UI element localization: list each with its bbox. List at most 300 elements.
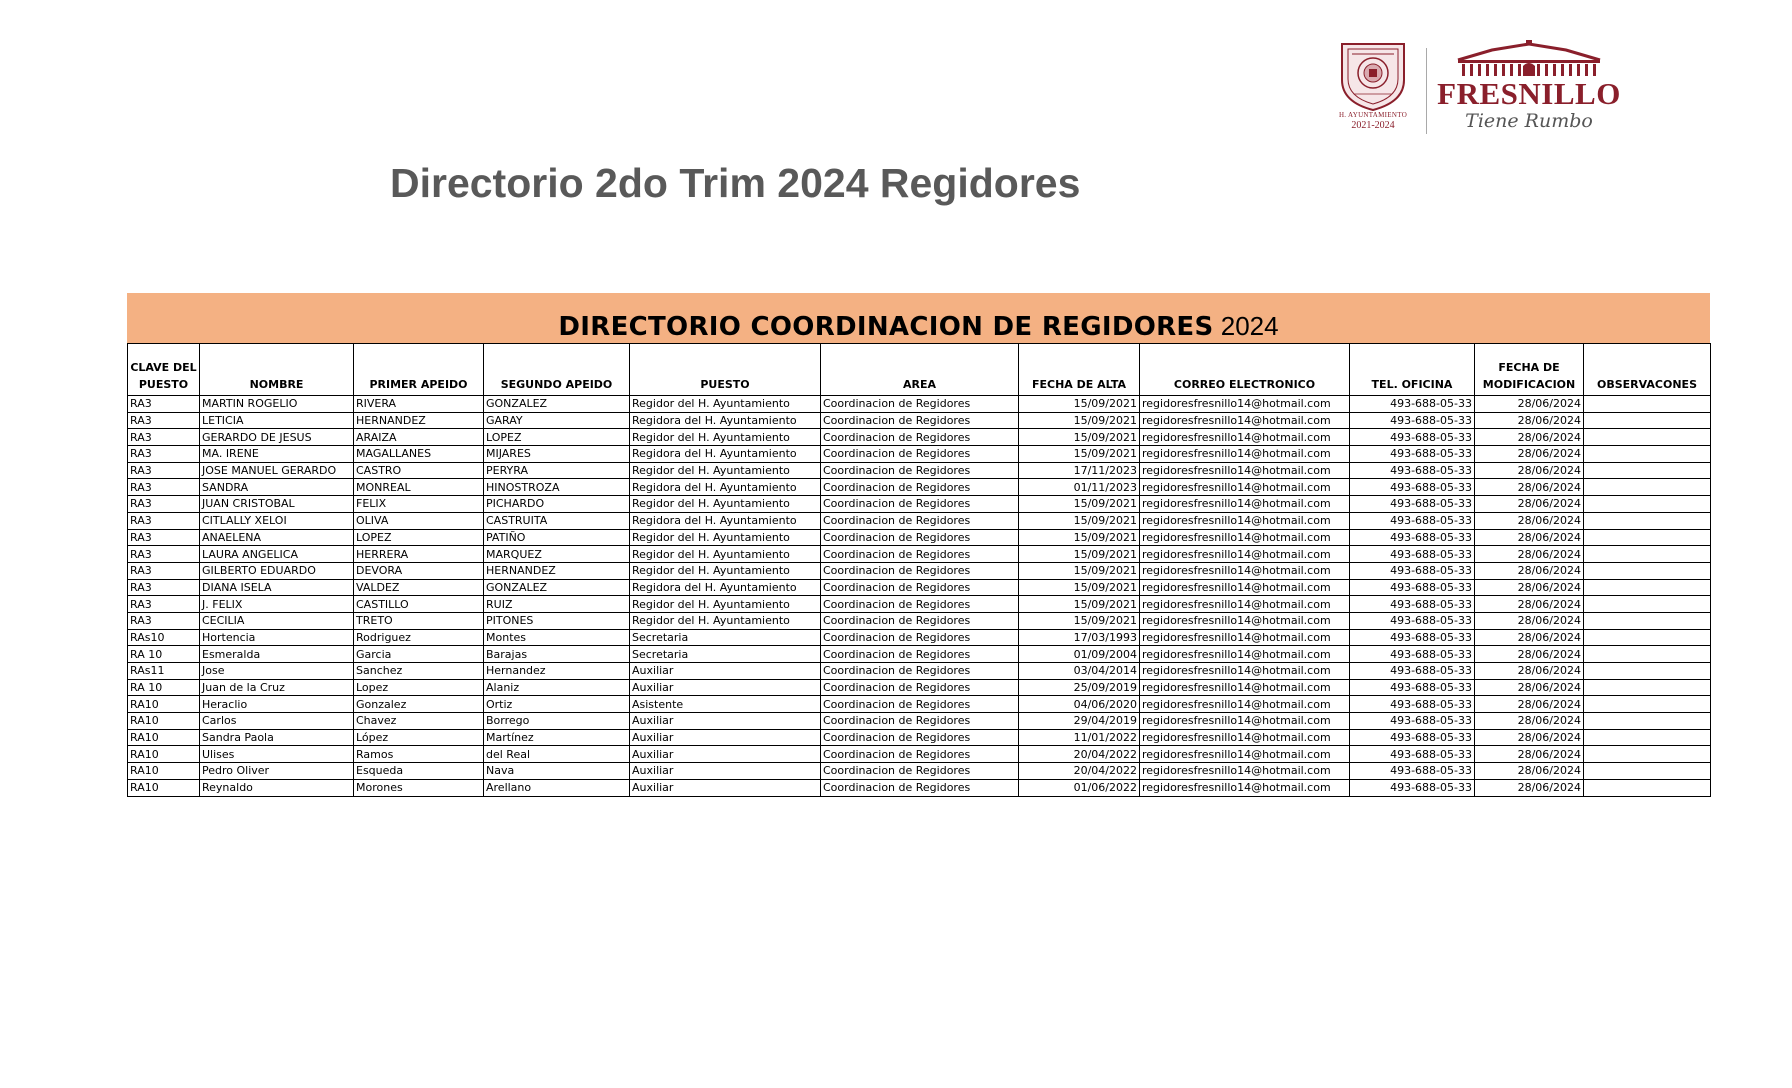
cell-clave: RA10 bbox=[128, 713, 200, 730]
cell-correo: regidoresfresnillo14@hotmail.com bbox=[1140, 679, 1350, 696]
cell-fecha-alta: 15/09/2021 bbox=[1019, 596, 1140, 613]
cell-clave: RA3 bbox=[128, 529, 200, 546]
column-header-fecha-modificacion: FECHA DE MODIFICACION bbox=[1475, 344, 1584, 396]
table-row bbox=[128, 429, 1711, 446]
cell-nombre: ANAELENA bbox=[200, 529, 354, 546]
cell-observaciones bbox=[1584, 512, 1711, 529]
cell-area: Coordinacion de Regidores bbox=[821, 462, 1019, 479]
cell-segundo-apellido: del Real bbox=[484, 746, 630, 763]
cell-segundo-apellido: GARAY bbox=[484, 412, 630, 429]
table-row bbox=[128, 462, 1711, 479]
table-row bbox=[128, 779, 1711, 796]
cell-puesto: Auxiliar bbox=[630, 763, 821, 780]
cell-clave: RA3 bbox=[128, 496, 200, 513]
cell-nombre: Sandra Paola bbox=[200, 729, 354, 746]
table-banner bbox=[127, 293, 1710, 343]
cell-fecha-alta: 15/09/2021 bbox=[1019, 412, 1140, 429]
cell-tel-oficina: 493-688-05-33 bbox=[1350, 612, 1475, 629]
cell-nombre: Heraclio bbox=[200, 696, 354, 713]
cell-area: Coordinacion de Regidores bbox=[821, 579, 1019, 596]
cell-nombre: LAURA ANGELICA bbox=[200, 546, 354, 563]
column-header-tel-oficina: TEL. OFICINA bbox=[1350, 344, 1475, 396]
cell-puesto: Regidor del H. Ayuntamiento bbox=[630, 496, 821, 513]
cell-observaciones bbox=[1584, 713, 1711, 730]
cell-area: Coordinacion de Regidores bbox=[821, 629, 1019, 646]
cell-correo: regidoresfresnillo14@hotmail.com bbox=[1140, 462, 1350, 479]
column-header-area: AREA bbox=[821, 344, 1019, 396]
cell-clave: RA3 bbox=[128, 546, 200, 563]
cell-observaciones bbox=[1584, 663, 1711, 680]
cell-observaciones bbox=[1584, 696, 1711, 713]
cell-correo: regidoresfresnillo14@hotmail.com bbox=[1140, 713, 1350, 730]
cell-area: Coordinacion de Regidores bbox=[821, 396, 1019, 413]
directory-table bbox=[127, 343, 1711, 797]
cell-fecha-modificacion: 28/06/2024 bbox=[1475, 529, 1584, 546]
cell-area: Coordinacion de Regidores bbox=[821, 429, 1019, 446]
cell-puesto: Regidora del H. Ayuntamiento bbox=[630, 412, 821, 429]
logo-divider bbox=[1426, 48, 1427, 134]
cell-nombre: Carlos bbox=[200, 713, 354, 730]
cell-fecha-alta: 15/09/2021 bbox=[1019, 529, 1140, 546]
cell-primer-apellido: MAGALLANES bbox=[354, 446, 484, 463]
cell-fecha-modificacion: 28/06/2024 bbox=[1475, 696, 1584, 713]
cell-primer-apellido: HERRERA bbox=[354, 546, 484, 563]
seal-emblem-icon bbox=[1330, 40, 1416, 112]
cell-tel-oficina: 493-688-05-33 bbox=[1350, 713, 1475, 730]
cell-correo: regidoresfresnillo14@hotmail.com bbox=[1140, 779, 1350, 796]
cell-puesto: Regidor del H. Ayuntamiento bbox=[630, 396, 821, 413]
cell-fecha-modificacion: 28/06/2024 bbox=[1475, 396, 1584, 413]
municipal-building-icon bbox=[1452, 40, 1606, 78]
cell-clave: RA3 bbox=[128, 462, 200, 479]
table-row bbox=[128, 713, 1711, 730]
cell-primer-apellido: CASTRO bbox=[354, 462, 484, 479]
cell-fecha-modificacion: 28/06/2024 bbox=[1475, 562, 1584, 579]
column-header-fecha-alta: FECHA DE ALTA bbox=[1019, 344, 1140, 396]
cell-fecha-alta: 04/06/2020 bbox=[1019, 696, 1140, 713]
cell-clave: RA3 bbox=[128, 429, 200, 446]
cell-puesto: Secretaria bbox=[630, 646, 821, 663]
cell-puesto: Regidora del H. Ayuntamiento bbox=[630, 446, 821, 463]
cell-tel-oficina: 493-688-05-33 bbox=[1350, 729, 1475, 746]
cell-primer-apellido: TRETO bbox=[354, 612, 484, 629]
cell-observaciones bbox=[1584, 446, 1711, 463]
cell-fecha-alta: 01/06/2022 bbox=[1019, 779, 1140, 796]
cell-tel-oficina: 493-688-05-33 bbox=[1350, 629, 1475, 646]
cell-segundo-apellido: MARQUEZ bbox=[484, 546, 630, 563]
cell-fecha-modificacion: 28/06/2024 bbox=[1475, 429, 1584, 446]
column-header-clave: CLAVE DEL PUESTO bbox=[128, 344, 200, 396]
cell-observaciones bbox=[1584, 496, 1711, 513]
cell-fecha-alta: 15/09/2021 bbox=[1019, 446, 1140, 463]
cell-puesto: Regidor del H. Ayuntamiento bbox=[630, 612, 821, 629]
column-header-primer-apellido: PRIMER APEIDO bbox=[354, 344, 484, 396]
cell-segundo-apellido: GONZALEZ bbox=[484, 579, 630, 596]
cell-fecha-alta: 20/04/2022 bbox=[1019, 763, 1140, 780]
cell-fecha-alta: 17/03/1993 bbox=[1019, 629, 1140, 646]
cell-area: Coordinacion de Regidores bbox=[821, 779, 1019, 796]
cell-segundo-apellido: RUIZ bbox=[484, 596, 630, 613]
cell-fecha-alta: 17/11/2023 bbox=[1019, 462, 1140, 479]
cell-fecha-alta: 01/09/2004 bbox=[1019, 646, 1140, 663]
cell-puesto: Regidora del H. Ayuntamiento bbox=[630, 512, 821, 529]
cell-nombre: CECILIA bbox=[200, 612, 354, 629]
brand-tagline: Tiene Rumbo bbox=[1465, 110, 1593, 132]
column-header-segundo-apellido: SEGUNDO APEIDO bbox=[484, 344, 630, 396]
cell-segundo-apellido: Alaniz bbox=[484, 679, 630, 696]
cell-correo: regidoresfresnillo14@hotmail.com bbox=[1140, 429, 1350, 446]
table-row bbox=[128, 562, 1711, 579]
cell-tel-oficina: 493-688-05-33 bbox=[1350, 779, 1475, 796]
cell-segundo-apellido: Hernandez bbox=[484, 663, 630, 680]
column-header-observaciones: OBSERVACONES bbox=[1584, 344, 1711, 396]
cell-primer-apellido: LOPEZ bbox=[354, 529, 484, 546]
seal-caption-line-1: H. AYUNTAMIENTO bbox=[1338, 111, 1408, 119]
cell-tel-oficina: 493-688-05-33 bbox=[1350, 479, 1475, 496]
cell-correo: regidoresfresnillo14@hotmail.com bbox=[1140, 446, 1350, 463]
cell-fecha-alta: 15/09/2021 bbox=[1019, 612, 1140, 629]
cell-area: Coordinacion de Regidores bbox=[821, 529, 1019, 546]
table-row bbox=[128, 629, 1711, 646]
cell-fecha-modificacion: 28/06/2024 bbox=[1475, 479, 1584, 496]
cell-segundo-apellido: MIJARES bbox=[484, 446, 630, 463]
cell-primer-apellido: Lopez bbox=[354, 679, 484, 696]
cell-nombre: MA. IRENE bbox=[200, 446, 354, 463]
cell-tel-oficina: 493-688-05-33 bbox=[1350, 763, 1475, 780]
cell-fecha-alta: 15/09/2021 bbox=[1019, 429, 1140, 446]
cell-clave: RA3 bbox=[128, 479, 200, 496]
cell-tel-oficina: 493-688-05-33 bbox=[1350, 546, 1475, 563]
cell-fecha-modificacion: 28/06/2024 bbox=[1475, 546, 1584, 563]
cell-area: Coordinacion de Regidores bbox=[821, 612, 1019, 629]
cell-nombre: Juan de la Cruz bbox=[200, 679, 354, 696]
cell-nombre: Pedro Oliver bbox=[200, 763, 354, 780]
cell-primer-apellido: VALDEZ bbox=[354, 579, 484, 596]
cell-segundo-apellido: PATIÑO bbox=[484, 529, 630, 546]
cell-segundo-apellido: Borrego bbox=[484, 713, 630, 730]
cell-area: Coordinacion de Regidores bbox=[821, 696, 1019, 713]
fresnillo-brand-logo bbox=[1434, 40, 1624, 140]
cell-primer-apellido: Esqueda bbox=[354, 763, 484, 780]
column-header-nombre: NOMBRE bbox=[200, 344, 354, 396]
cell-area: Coordinacion de Regidores bbox=[821, 729, 1019, 746]
cell-puesto: Auxiliar bbox=[630, 663, 821, 680]
cell-area: Coordinacion de Regidores bbox=[821, 646, 1019, 663]
cell-nombre: LETICIA bbox=[200, 412, 354, 429]
cell-fecha-alta: 01/11/2023 bbox=[1019, 479, 1140, 496]
cell-correo: regidoresfresnillo14@hotmail.com bbox=[1140, 496, 1350, 513]
cell-tel-oficina: 493-688-05-33 bbox=[1350, 512, 1475, 529]
cell-observaciones bbox=[1584, 679, 1711, 696]
cell-clave: RA3 bbox=[128, 446, 200, 463]
cell-segundo-apellido: HERNANDEZ bbox=[484, 562, 630, 579]
cell-fecha-modificacion: 28/06/2024 bbox=[1475, 496, 1584, 513]
cell-segundo-apellido: HINOSTROZA bbox=[484, 479, 630, 496]
table-row bbox=[128, 546, 1711, 563]
cell-area: Coordinacion de Regidores bbox=[821, 679, 1019, 696]
cell-correo: regidoresfresnillo14@hotmail.com bbox=[1140, 546, 1350, 563]
table-row bbox=[128, 396, 1711, 413]
cell-puesto: Regidor del H. Ayuntamiento bbox=[630, 562, 821, 579]
column-header-correo: CORREO ELECTRONICO bbox=[1140, 344, 1350, 396]
cell-observaciones bbox=[1584, 596, 1711, 613]
cell-tel-oficina: 493-688-05-33 bbox=[1350, 462, 1475, 479]
cell-observaciones bbox=[1584, 479, 1711, 496]
cell-fecha-modificacion: 28/06/2024 bbox=[1475, 713, 1584, 730]
cell-puesto: Secretaria bbox=[630, 629, 821, 646]
cell-puesto: Auxiliar bbox=[630, 746, 821, 763]
cell-puesto: Regidor del H. Ayuntamiento bbox=[630, 546, 821, 563]
cell-fecha-alta: 15/09/2021 bbox=[1019, 579, 1140, 596]
cell-clave: RA3 bbox=[128, 562, 200, 579]
table-row bbox=[128, 446, 1711, 463]
cell-clave: RA3 bbox=[128, 612, 200, 629]
cell-fecha-modificacion: 28/06/2024 bbox=[1475, 579, 1584, 596]
cell-tel-oficina: 493-688-05-33 bbox=[1350, 446, 1475, 463]
cell-correo: regidoresfresnillo14@hotmail.com bbox=[1140, 696, 1350, 713]
cell-tel-oficina: 493-688-05-33 bbox=[1350, 679, 1475, 696]
cell-puesto: Asistente bbox=[630, 696, 821, 713]
cell-fecha-modificacion: 28/06/2024 bbox=[1475, 446, 1584, 463]
cell-clave: RA3 bbox=[128, 412, 200, 429]
cell-correo: regidoresfresnillo14@hotmail.com bbox=[1140, 412, 1350, 429]
cell-correo: regidoresfresnillo14@hotmail.com bbox=[1140, 562, 1350, 579]
table-row bbox=[128, 579, 1711, 596]
cell-fecha-modificacion: 28/06/2024 bbox=[1475, 646, 1584, 663]
table-row bbox=[128, 763, 1711, 780]
cell-area: Coordinacion de Regidores bbox=[821, 412, 1019, 429]
cell-tel-oficina: 493-688-05-33 bbox=[1350, 696, 1475, 713]
banner-year: 2024 bbox=[1220, 311, 1279, 341]
banner-title: DIRECTORIO COORDINACION DE REGIDORES bbox=[558, 312, 1214, 342]
cell-nombre: Ulises bbox=[200, 746, 354, 763]
cell-tel-oficina: 493-688-05-33 bbox=[1350, 396, 1475, 413]
cell-tel-oficina: 493-688-05-33 bbox=[1350, 646, 1475, 663]
cell-primer-apellido: MONREAL bbox=[354, 479, 484, 496]
cell-primer-apellido: Gonzalez bbox=[354, 696, 484, 713]
cell-fecha-modificacion: 28/06/2024 bbox=[1475, 512, 1584, 529]
cell-clave: RA3 bbox=[128, 512, 200, 529]
cell-fecha-alta: 03/04/2014 bbox=[1019, 663, 1140, 680]
cell-observaciones bbox=[1584, 462, 1711, 479]
cell-fecha-modificacion: 28/06/2024 bbox=[1475, 462, 1584, 479]
cell-nombre: MARTIN ROGELIO bbox=[200, 396, 354, 413]
cell-correo: regidoresfresnillo14@hotmail.com bbox=[1140, 579, 1350, 596]
cell-nombre: J. FELIX bbox=[200, 596, 354, 613]
cell-clave: RA10 bbox=[128, 779, 200, 796]
cell-primer-apellido: CASTILLO bbox=[354, 596, 484, 613]
table-row bbox=[128, 663, 1711, 680]
column-header-puesto: PUESTO bbox=[630, 344, 821, 396]
cell-primer-apellido: DEVORA bbox=[354, 562, 484, 579]
cell-nombre: Jose bbox=[200, 663, 354, 680]
cell-puesto: Regidor del H. Ayuntamiento bbox=[630, 462, 821, 479]
cell-clave: RA3 bbox=[128, 579, 200, 596]
cell-fecha-alta: 15/09/2021 bbox=[1019, 496, 1140, 513]
seal-caption bbox=[1330, 112, 1416, 131]
cell-nombre: GERARDO DE JESUS bbox=[200, 429, 354, 446]
table-row bbox=[128, 612, 1711, 629]
cell-fecha-modificacion: 28/06/2024 bbox=[1475, 746, 1584, 763]
cell-clave: RA10 bbox=[128, 746, 200, 763]
cell-clave: RA3 bbox=[128, 396, 200, 413]
cell-tel-oficina: 493-688-05-33 bbox=[1350, 529, 1475, 546]
cell-observaciones bbox=[1584, 612, 1711, 629]
cell-correo: regidoresfresnillo14@hotmail.com bbox=[1140, 396, 1350, 413]
cell-correo: regidoresfresnillo14@hotmail.com bbox=[1140, 479, 1350, 496]
table-row bbox=[128, 746, 1711, 763]
cell-puesto: Auxiliar bbox=[630, 679, 821, 696]
cell-nombre: Hortencia bbox=[200, 629, 354, 646]
cell-nombre: SANDRA bbox=[200, 479, 354, 496]
table-row bbox=[128, 479, 1711, 496]
cell-area: Coordinacion de Regidores bbox=[821, 546, 1019, 563]
cell-fecha-alta: 20/04/2022 bbox=[1019, 746, 1140, 763]
cell-fecha-modificacion: 28/06/2024 bbox=[1475, 663, 1584, 680]
cell-fecha-modificacion: 28/06/2024 bbox=[1475, 763, 1584, 780]
cell-observaciones bbox=[1584, 546, 1711, 563]
cell-segundo-apellido: Martínez bbox=[484, 729, 630, 746]
table-body bbox=[128, 396, 1711, 797]
cell-observaciones bbox=[1584, 779, 1711, 796]
cell-observaciones bbox=[1584, 629, 1711, 646]
cell-correo: regidoresfresnillo14@hotmail.com bbox=[1140, 663, 1350, 680]
cell-fecha-modificacion: 28/06/2024 bbox=[1475, 412, 1584, 429]
cell-tel-oficina: 493-688-05-33 bbox=[1350, 496, 1475, 513]
cell-primer-apellido: Garcia bbox=[354, 646, 484, 663]
cell-correo: regidoresfresnillo14@hotmail.com bbox=[1140, 746, 1350, 763]
cell-fecha-alta: 15/09/2021 bbox=[1019, 396, 1140, 413]
cell-area: Coordinacion de Regidores bbox=[821, 512, 1019, 529]
cell-primer-apellido: Rodriguez bbox=[354, 629, 484, 646]
cell-fecha-modificacion: 28/06/2024 bbox=[1475, 679, 1584, 696]
cell-tel-oficina: 493-688-05-33 bbox=[1350, 579, 1475, 596]
table-row bbox=[128, 412, 1711, 429]
cell-fecha-modificacion: 28/06/2024 bbox=[1475, 629, 1584, 646]
header-logos bbox=[1330, 40, 1630, 140]
cell-clave: RA 10 bbox=[128, 679, 200, 696]
cell-primer-apellido: HERNANDEZ bbox=[354, 412, 484, 429]
cell-primer-apellido: Sanchez bbox=[354, 663, 484, 680]
cell-correo: regidoresfresnillo14@hotmail.com bbox=[1140, 529, 1350, 546]
cell-primer-apellido: ARAIZA bbox=[354, 429, 484, 446]
cell-primer-apellido: Chavez bbox=[354, 713, 484, 730]
cell-puesto: Regidor del H. Ayuntamiento bbox=[630, 429, 821, 446]
cell-fecha-alta: 15/09/2021 bbox=[1019, 562, 1140, 579]
table-header-row bbox=[128, 344, 1711, 396]
cell-area: Coordinacion de Regidores bbox=[821, 746, 1019, 763]
cell-fecha-modificacion: 28/06/2024 bbox=[1475, 729, 1584, 746]
cell-correo: regidoresfresnillo14@hotmail.com bbox=[1140, 729, 1350, 746]
cell-segundo-apellido: PERYRA bbox=[484, 462, 630, 479]
ayuntamiento-seal bbox=[1330, 40, 1416, 140]
cell-area: Coordinacion de Regidores bbox=[821, 596, 1019, 613]
table-row bbox=[128, 729, 1711, 746]
cell-segundo-apellido: CASTRUITA bbox=[484, 512, 630, 529]
cell-correo: regidoresfresnillo14@hotmail.com bbox=[1140, 596, 1350, 613]
cell-fecha-modificacion: 28/06/2024 bbox=[1475, 779, 1584, 796]
cell-primer-apellido: OLIVA bbox=[354, 512, 484, 529]
cell-observaciones bbox=[1584, 646, 1711, 663]
cell-fecha-alta: 15/09/2021 bbox=[1019, 546, 1140, 563]
cell-puesto: Auxiliar bbox=[630, 729, 821, 746]
cell-segundo-apellido: LOPEZ bbox=[484, 429, 630, 446]
cell-primer-apellido: RIVERA bbox=[354, 396, 484, 413]
cell-area: Coordinacion de Regidores bbox=[821, 713, 1019, 730]
cell-observaciones bbox=[1584, 429, 1711, 446]
cell-segundo-apellido: PITONES bbox=[484, 612, 630, 629]
table-row bbox=[128, 596, 1711, 613]
cell-primer-apellido: FELIX bbox=[354, 496, 484, 513]
cell-area: Coordinacion de Regidores bbox=[821, 663, 1019, 680]
cell-clave: RA10 bbox=[128, 763, 200, 780]
cell-correo: regidoresfresnillo14@hotmail.com bbox=[1140, 512, 1350, 529]
cell-segundo-apellido: Barajas bbox=[484, 646, 630, 663]
table-row bbox=[128, 646, 1711, 663]
seal-caption-line-2: 2021-2024 bbox=[1351, 120, 1395, 131]
cell-fecha-alta: 25/09/2019 bbox=[1019, 679, 1140, 696]
cell-observaciones bbox=[1584, 562, 1711, 579]
cell-nombre: GILBERTO EDUARDO bbox=[200, 562, 354, 579]
cell-clave: RAs11 bbox=[128, 663, 200, 680]
cell-puesto: Regidora del H. Ayuntamiento bbox=[630, 479, 821, 496]
cell-puesto: Auxiliar bbox=[630, 779, 821, 796]
table-row bbox=[128, 512, 1711, 529]
cell-nombre: JUAN CRISTOBAL bbox=[200, 496, 354, 513]
cell-observaciones bbox=[1584, 746, 1711, 763]
cell-correo: regidoresfresnillo14@hotmail.com bbox=[1140, 646, 1350, 663]
cell-nombre: DIANA ISELA bbox=[200, 579, 354, 596]
cell-area: Coordinacion de Regidores bbox=[821, 763, 1019, 780]
cell-segundo-apellido: Ortiz bbox=[484, 696, 630, 713]
cell-observaciones bbox=[1584, 529, 1711, 546]
cell-correo: regidoresfresnillo14@hotmail.com bbox=[1140, 612, 1350, 629]
cell-segundo-apellido: PICHARDO bbox=[484, 496, 630, 513]
cell-area: Coordinacion de Regidores bbox=[821, 562, 1019, 579]
cell-puesto: Regidor del H. Ayuntamiento bbox=[630, 529, 821, 546]
cell-primer-apellido: Ramos bbox=[354, 746, 484, 763]
cell-correo: regidoresfresnillo14@hotmail.com bbox=[1140, 629, 1350, 646]
cell-tel-oficina: 493-688-05-33 bbox=[1350, 596, 1475, 613]
cell-segundo-apellido: GONZALEZ bbox=[484, 396, 630, 413]
cell-clave: RAs10 bbox=[128, 629, 200, 646]
cell-nombre: Reynaldo bbox=[200, 779, 354, 796]
cell-tel-oficina: 493-688-05-33 bbox=[1350, 663, 1475, 680]
cell-observaciones bbox=[1584, 729, 1711, 746]
cell-fecha-alta: 11/01/2022 bbox=[1019, 729, 1140, 746]
directory-sheet bbox=[127, 293, 1710, 797]
table-row bbox=[128, 696, 1711, 713]
cell-nombre: Esmeralda bbox=[200, 646, 354, 663]
cell-fecha-modificacion: 28/06/2024 bbox=[1475, 596, 1584, 613]
cell-area: Coordinacion de Regidores bbox=[821, 479, 1019, 496]
cell-fecha-alta: 15/09/2021 bbox=[1019, 512, 1140, 529]
cell-tel-oficina: 493-688-05-33 bbox=[1350, 412, 1475, 429]
cell-tel-oficina: 493-688-05-33 bbox=[1350, 746, 1475, 763]
cell-tel-oficina: 493-688-05-33 bbox=[1350, 429, 1475, 446]
cell-observaciones bbox=[1584, 396, 1711, 413]
cell-fecha-alta: 29/04/2019 bbox=[1019, 713, 1140, 730]
cell-area: Coordinacion de Regidores bbox=[821, 446, 1019, 463]
table-row bbox=[128, 679, 1711, 696]
cell-observaciones bbox=[1584, 763, 1711, 780]
cell-segundo-apellido: Arellano bbox=[484, 779, 630, 796]
cell-primer-apellido: López bbox=[354, 729, 484, 746]
cell-clave: RA10 bbox=[128, 729, 200, 746]
cell-segundo-apellido: Nava bbox=[484, 763, 630, 780]
cell-observaciones bbox=[1584, 579, 1711, 596]
cell-segundo-apellido: Montes bbox=[484, 629, 630, 646]
